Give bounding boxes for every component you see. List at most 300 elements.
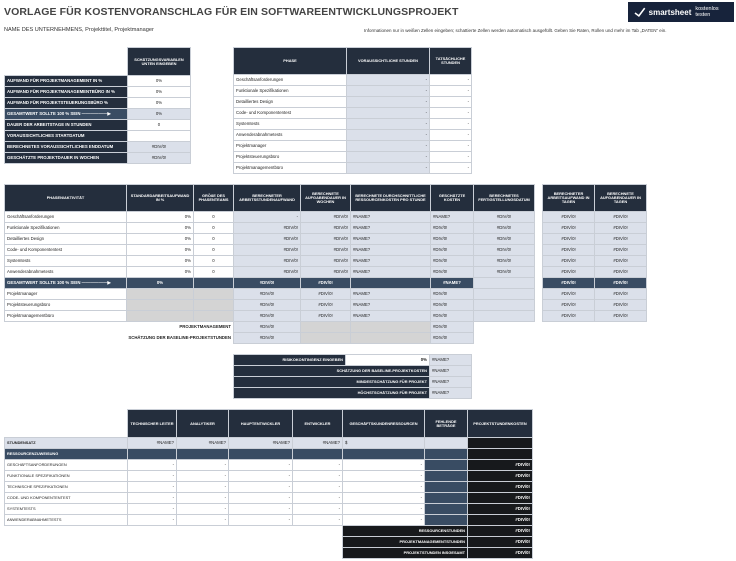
project-management-row	[5, 322, 535, 333]
resource-total-label: RESSOURCENSTUNDEN	[343, 526, 468, 537]
duration-days-cell: #DIV/0!	[595, 256, 647, 267]
resource-hours-input[interactable]: -	[229, 471, 293, 482]
risk-row	[234, 355, 472, 366]
management-cost: #DIV/0!	[431, 311, 474, 322]
resource-total-row	[5, 537, 533, 548]
management-blank	[474, 300, 535, 311]
missing-amounts-header: FEHLENDE BETRÄGE	[425, 410, 468, 438]
project-management-row-blank	[351, 322, 431, 333]
resource-hours-input[interactable]: -	[293, 471, 343, 482]
variable-label: BERECHNETES VORAUSSICHTLICHES ENDDATUM	[5, 142, 128, 153]
expected-hours: -	[347, 130, 430, 141]
resource-total-value: #DIV/0!	[468, 526, 533, 537]
phase-cell: #DIV/0!	[474, 223, 535, 234]
days-table	[542, 184, 647, 322]
project-management-row-label: PROJEKTMANAGEMENT	[5, 322, 234, 333]
risk-row	[234, 366, 472, 377]
variable-input[interactable]: 0	[128, 120, 191, 131]
management-row	[5, 300, 535, 311]
resource-total-value: #DIV/0!	[468, 548, 533, 559]
risk-label: SCHÄTZUNG DER BASELINE-PROJEKTKOSTEN	[234, 366, 430, 377]
avg-resource-cost-header: BERECHNETE DURCHSCHNITTLICHE RESSOURCENKOSTEN PRO STUNDE	[351, 185, 431, 212]
actual-hours-input[interactable]: -	[430, 152, 472, 163]
phase-name: Anwenderabnahmetests	[234, 130, 347, 141]
risk-label: RISIKOKONTINGENZ EINGEBEN	[234, 355, 346, 366]
team-size-header: GRÖßE DES PHASENTEAMS	[194, 185, 234, 212]
days-row	[543, 267, 647, 278]
effort-days-header: BERECHNETER ARBEITSAUFWAND IN TAGEN	[543, 185, 595, 212]
variable-label: GESCHÄTZTE PROJEKTDAUER IN WOCHEN	[5, 153, 128, 164]
project-cost-cell: #DIV/0!	[468, 471, 533, 482]
phase-cell: #DIV/0!	[301, 267, 351, 278]
phase-cell: Systemtests	[5, 256, 127, 267]
risk-label: MINDESTSCHÄTZUNG FÜR PROJEKT	[234, 377, 430, 388]
resource-hours-input[interactable]: -	[343, 460, 425, 471]
management-hours: #DIV/0!	[234, 300, 301, 311]
baseline-hours-row-blank	[474, 333, 535, 344]
management-row	[5, 289, 535, 300]
risk-label: HÖCHSTSCHÄTZUNG FÜR PROJEKT	[234, 388, 430, 399]
phase-cell: #DIV/0!	[474, 245, 535, 256]
resource-hours-input[interactable]: -	[128, 515, 177, 526]
variable-input[interactable]: 0%	[128, 98, 191, 109]
phase-input-cell[interactable]: 0%	[127, 212, 194, 223]
business-resources-header: GESCHÄFTSKUNDENRESSOURCEN	[343, 410, 425, 438]
resource-hours-input[interactable]: -	[229, 493, 293, 504]
resource-row	[5, 460, 533, 471]
missing-amount-cell	[425, 515, 468, 526]
phase-input-cell[interactable]: 0	[194, 245, 234, 256]
variable-row	[5, 109, 191, 120]
resource-hours-input[interactable]: -	[229, 460, 293, 471]
resource-total-label: PROJEKTSTUNDEN INSGESAMT	[343, 548, 468, 559]
effort-total-cost: #NAME?	[431, 278, 474, 289]
project-management-row-cost: #DIV/0!	[431, 322, 474, 333]
actual-hours-input[interactable]: -	[430, 97, 472, 108]
page-title: VORLAGE FÜR KOSTENVORANSCHLAG FÜR EIN SOFTWAREENTWICKLUNGSPROJEKT	[4, 6, 459, 18]
project-management-row-hours: #DIV/0!	[234, 322, 301, 333]
management-blank	[194, 289, 234, 300]
effort-days-cell: #DIV/0!	[543, 311, 595, 322]
effort-total-pct: 0%	[127, 278, 194, 289]
variable-label: AUFWAND FÜR PROJEKTMANAGEMENTBÜRO IN %	[5, 87, 128, 98]
management-blank	[474, 289, 535, 300]
variable-input[interactable]	[128, 131, 191, 142]
phase-cell: #DIV/0!	[431, 245, 474, 256]
company-project-line: NAME DES UNTERNEHMENS, Projekttitel, Projektmanager	[4, 27, 154, 33]
variable-label: VORAUSSICHTLICHES STARTDATUM	[5, 131, 128, 142]
baseline-hours-row-hours: #DIV/0!	[234, 333, 301, 344]
phase-cell: #DIV/0!	[474, 212, 535, 223]
allocation-header-cell	[425, 449, 468, 460]
resource-hours-input[interactable]: -	[128, 482, 177, 493]
project-management-row-blank	[301, 322, 351, 333]
variable-value: #DIV/0!	[128, 142, 191, 153]
phase-cell: Detailliertes Design	[5, 234, 127, 245]
phase-row	[234, 86, 472, 97]
phase-activity-row	[5, 223, 535, 234]
management-row	[5, 311, 535, 322]
resource-hours-input[interactable]: -	[177, 460, 229, 471]
allocation-header-row	[5, 449, 533, 460]
effort-total-weeks: #DIV/0!	[301, 278, 351, 289]
phase-cell: #DIV/0!	[431, 267, 474, 278]
resource-phase-label: SYSTEMTESTS	[5, 504, 128, 515]
management-name: Projektsteuerungsbüro	[5, 300, 127, 311]
resource-row	[5, 482, 533, 493]
duration-days-cell: #DIV/0!	[595, 267, 647, 278]
hourly-rate-value	[425, 438, 468, 449]
management-weeks: #DIV/0!	[301, 311, 351, 322]
expected-hours: -	[347, 86, 430, 97]
actual-hours-input[interactable]: -	[430, 119, 472, 130]
phase-input-cell[interactable]: 0%	[127, 256, 194, 267]
resource-hours-input[interactable]: -	[343, 493, 425, 504]
resource-hours-input[interactable]: -	[343, 515, 425, 526]
resource-hours-input[interactable]: -	[343, 504, 425, 515]
resource-hours-input[interactable]: -	[177, 471, 229, 482]
analyst-header: ANALYTIKER	[177, 410, 229, 438]
actual-hours-input[interactable]: -	[430, 75, 472, 86]
allocation-header-cell	[177, 449, 229, 460]
days-row	[543, 234, 647, 245]
phase-cell: #NAME?	[351, 212, 431, 223]
effort-days-cell: #DIV/0!	[543, 245, 595, 256]
risk-row	[234, 377, 472, 388]
days-row	[543, 278, 647, 289]
days-row	[543, 311, 647, 322]
phase-row	[234, 163, 472, 174]
standard-effort-header: STANDARDARBEITSAUFWAND IN %	[127, 185, 194, 212]
management-hours: #DIV/0!	[234, 289, 301, 300]
technical-lead-header: TECHNISCHER LEITER	[128, 410, 177, 438]
phase-input-cell[interactable]: 0	[194, 256, 234, 267]
duration-days-cell: #DIV/0!	[595, 311, 647, 322]
phase-name: Systemtests	[234, 119, 347, 130]
labor-hours-header: BERECHNETER ARBEITSSTUNDENAUFWAND	[234, 185, 301, 212]
actual-hours-input[interactable]: -	[430, 108, 472, 119]
phase-cell: #DIV/0!	[234, 267, 301, 278]
phase-activity-row	[5, 245, 535, 256]
resource-phase-label: ANWENDERABNAHMETESTS	[5, 515, 128, 526]
effort-days-cell: #DIV/0!	[543, 256, 595, 267]
resource-hours-input[interactable]: -	[293, 482, 343, 493]
resource-hours-input[interactable]: -	[128, 460, 177, 471]
phase-cell: #DIV/0!	[234, 256, 301, 267]
phase-input-cell[interactable]: 0%	[127, 267, 194, 278]
resource-total-value: #DIV/0!	[468, 537, 533, 548]
phase-cell: #DIV/0!	[431, 234, 474, 245]
risk-cost: #NAME?	[430, 377, 472, 388]
phase-input-cell[interactable]: 0%	[127, 234, 194, 245]
phase-cell: Geschäftsanforderungen	[5, 212, 127, 223]
resource-total-blank	[5, 526, 343, 537]
variable-label: GESAMTWERT SOLLTE 100 % SEIN ——————▶	[5, 109, 128, 120]
resource-hours-input[interactable]: -	[128, 504, 177, 515]
actual-hours-input[interactable]: -	[430, 86, 472, 97]
baseline-hours-row-blank	[301, 333, 351, 344]
phase-cell: #NAME?	[351, 256, 431, 267]
phase-activity-row	[5, 212, 535, 223]
resource-header-row	[5, 410, 533, 438]
phase-input-cell[interactable]: 0	[194, 223, 234, 234]
phase-cell: #NAME?	[351, 234, 431, 245]
variable-row	[5, 131, 191, 142]
expected-hours: -	[347, 119, 430, 130]
project-cost-cell: #DIV/0!	[468, 460, 533, 471]
resource-hours-input[interactable]: -	[177, 515, 229, 526]
estimated-cost-header: GESCHÄTZTE KOSTEN	[431, 185, 474, 212]
management-name: Projektmanager	[5, 289, 127, 300]
days-row	[543, 300, 647, 311]
brand-cta: kostenlos testen	[695, 6, 719, 18]
days-row	[543, 256, 647, 267]
resource-total-row	[5, 548, 533, 559]
resource-hours-input[interactable]: -	[343, 471, 425, 482]
resource-total-row	[5, 526, 533, 537]
phase-name: Funktionale Spezifikationen	[234, 86, 347, 97]
phase-name: Detailliertes Design	[234, 97, 347, 108]
effort-total-blank	[474, 278, 535, 289]
phase-name: Projektsteuerungsbüro	[234, 152, 347, 163]
phase-cell: #DIV/0!	[234, 223, 301, 234]
phase-row	[234, 130, 472, 141]
resource-hours-input[interactable]: -	[128, 471, 177, 482]
duration-days-cell: #DIV/0!	[595, 212, 647, 223]
resource-row	[5, 515, 533, 526]
resource-total-label: PROJEKTMANAGEMENTSTUNDEN	[343, 537, 468, 548]
phase-cell: #DIV/0!	[431, 256, 474, 267]
phase-name: Code- und Komponententest	[234, 108, 347, 119]
estimation-variables-table	[4, 47, 191, 164]
expected-hours: -	[347, 108, 430, 119]
variable-row	[5, 76, 191, 87]
variable-row	[5, 87, 191, 98]
management-blank	[474, 311, 535, 322]
duration-days-cell: #DIV/0!	[595, 278, 647, 289]
phase-name: Projektmanagementbüro	[234, 163, 347, 174]
phase-name: Projektmanager	[234, 141, 347, 152]
management-name: Projektmanagementbüro	[5, 311, 127, 322]
phase-cell: #DIV/0!	[474, 256, 535, 267]
expected-hours: -	[347, 141, 430, 152]
phase-header: PHASE	[234, 48, 347, 75]
phase-cell: Code- und Komponententest	[5, 245, 127, 256]
duration-days-cell: #DIV/0!	[595, 300, 647, 311]
effort-total-blank	[351, 278, 431, 289]
phase-row	[234, 152, 472, 163]
phase-cell: Anwenderabnahmetests	[5, 267, 127, 278]
variable-row	[5, 153, 191, 164]
allocation-header-cell	[293, 449, 343, 460]
resource-total-blank	[5, 537, 343, 548]
days-row	[543, 223, 647, 234]
expected-hours: -	[347, 152, 430, 163]
phase-hours-table	[233, 47, 472, 174]
days-row	[543, 289, 647, 300]
effort-total-hours: #DIV/0!	[234, 278, 301, 289]
phase-activity-row	[5, 256, 535, 267]
phase-cell: #DIV/0!	[431, 223, 474, 234]
resource-hours-input[interactable]: -	[177, 504, 229, 515]
resource-hours-input[interactable]: -	[229, 482, 293, 493]
effort-total-label: GESAMTWERT SOLLTE 100 % SEIN ——————▶	[5, 278, 127, 289]
resource-phase-label: GESCHÄFTSANFORDERUNGEN	[5, 460, 128, 471]
phase-cell: #NAME?	[351, 245, 431, 256]
days-row	[543, 212, 647, 223]
missing-amount-cell	[425, 504, 468, 515]
effort-days-cell: #DIV/0!	[543, 300, 595, 311]
variable-row	[5, 98, 191, 109]
project-hour-cost-header: PROJEKTSTUNDENKOSTEN	[468, 410, 533, 438]
variable-row	[5, 142, 191, 153]
management-hours: #DIV/0!	[234, 311, 301, 322]
phase-input-cell[interactable]: 0%	[127, 245, 194, 256]
resource-hours-input[interactable]: -	[177, 493, 229, 504]
smartsheet-logo-icon	[634, 6, 646, 18]
actual-hours-input[interactable]: -	[430, 141, 472, 152]
management-cost: #DIV/0!	[431, 289, 474, 300]
hourly-rate-value: #NAME?	[229, 438, 293, 449]
phase-cell: #DIV/0!	[234, 234, 301, 245]
resource-total-blank	[5, 548, 343, 559]
phase-input-cell[interactable]: 0%	[127, 223, 194, 234]
phase-row	[234, 108, 472, 119]
resource-hours-input[interactable]: -	[229, 504, 293, 515]
variables-header: SCHÄTZUNGSVARIABLEN UNTEN EINGEBEN	[128, 48, 191, 76]
phase-cell: #DIV/0!	[301, 245, 351, 256]
phase-row	[234, 119, 472, 130]
phase-calculation-table	[4, 184, 535, 344]
hourly-rate-value	[468, 438, 533, 449]
project-cost-cell: #DIV/0!	[468, 515, 533, 526]
resource-hours-input[interactable]: -	[128, 493, 177, 504]
phase-row	[234, 97, 472, 108]
variable-row	[5, 120, 191, 131]
effort-days-cell: #DIV/0!	[543, 212, 595, 223]
effort-days-cell: #DIV/0!	[543, 289, 595, 300]
resource-row	[5, 504, 533, 515]
actual-hours-input[interactable]: -	[430, 163, 472, 174]
duration-weeks-header: BERECHNETE AUFGABENDAUER IN WOCHEN	[301, 185, 351, 212]
duration-days-cell: #DIV/0!	[595, 289, 647, 300]
phase-name: Geschäftsanforderungen	[234, 75, 347, 86]
phase-row	[234, 141, 472, 152]
hourly-rate-value: #NAME?	[293, 438, 343, 449]
management-rate: #NAME?	[351, 311, 431, 322]
effort-total-blank	[194, 278, 234, 289]
management-weeks: #DIV/0!	[301, 289, 351, 300]
phase-input-cell[interactable]: 0	[194, 212, 234, 223]
smartsheet-cta-button[interactable]	[628, 2, 734, 22]
project-cost-cell: #DIV/0!	[468, 482, 533, 493]
variable-input[interactable]: 0%	[128, 87, 191, 98]
phase-cell: #DIV/0!	[301, 256, 351, 267]
project-cost-cell: #DIV/0!	[468, 504, 533, 515]
resource-header-blank	[5, 410, 128, 438]
phase-cell: #DIV/0!	[301, 234, 351, 245]
baseline-hours-row-label: SCHÄTZUNG DER BASELINE-PROJEKTSTUNDEN	[5, 333, 234, 344]
risk-contingency-input[interactable]: 0%	[346, 355, 430, 366]
resource-hours-input[interactable]: -	[293, 493, 343, 504]
resource-hours-input[interactable]: -	[229, 515, 293, 526]
risk-cost: #NAME?	[430, 355, 472, 366]
phase-cell: #DIV/0!	[301, 212, 351, 223]
risk-contingency-table	[233, 354, 472, 399]
allocation-header-cell	[229, 449, 293, 460]
phase-cell: Funktionale Spezifikationen	[5, 223, 127, 234]
effort-days-cell: #DIV/0!	[543, 223, 595, 234]
actual-hours-header: TATSÄCHLICHE STUNDEN	[430, 48, 472, 75]
variable-label: DAUER DER ARBEITSTAGE IN STUNDEN	[5, 120, 128, 131]
phase-activity-row	[5, 234, 535, 245]
resource-phase-label: TECHNISCHE SPEZIFIKATIONEN	[5, 482, 128, 493]
expected-hours: -	[347, 163, 430, 174]
risk-cost: #NAME?	[430, 366, 472, 377]
resource-hours-input[interactable]: -	[293, 504, 343, 515]
effort-total-row	[5, 278, 535, 289]
actual-hours-input[interactable]: -	[430, 130, 472, 141]
missing-amount-cell	[425, 482, 468, 493]
resource-hours-input[interactable]: -	[293, 515, 343, 526]
hourly-rate-row	[5, 438, 533, 449]
hourly-rate-value: $	[343, 438, 425, 449]
resource-hours-input[interactable]: -	[343, 482, 425, 493]
duration-days-cell: #DIV/0!	[595, 245, 647, 256]
baseline-hours-row-cost: #DIV/0!	[431, 333, 474, 344]
phase-row	[234, 75, 472, 86]
phase-cell: #DIV/0!	[301, 223, 351, 234]
instruction-text: Informationen nur in weißen Zellen eingeben; schattierte Zellen werden automatisch ausgefüllt. Geben Sie Raten, Rollen und mehr im Tab „DATEN“ ein.	[364, 28, 667, 33]
resource-phase-label: CODE- UND KOMPONENTENTEST	[5, 493, 128, 504]
resource-phase-label: FUNKTIONALE SPEZIFIKATIONEN	[5, 471, 128, 482]
phase-cell: -	[234, 212, 301, 223]
duration-days-header: BERECHNETE AUFGABENDAUER IN TAGEN	[595, 185, 647, 212]
resource-hours-input[interactable]: -	[293, 460, 343, 471]
management-blank	[127, 289, 194, 300]
management-blank	[127, 311, 194, 322]
resource-row	[5, 471, 533, 482]
hourly-rate-value: #NAME?	[128, 438, 177, 449]
phase-cell: #NAME?	[351, 267, 431, 278]
duration-days-cell: #DIV/0!	[595, 223, 647, 234]
missing-amount-cell	[425, 460, 468, 471]
variable-value: 0%	[128, 109, 191, 120]
resource-row	[5, 493, 533, 504]
resource-hours-input[interactable]: -	[177, 482, 229, 493]
expected-hours: -	[347, 97, 430, 108]
baseline-hours-row	[5, 333, 535, 344]
hourly-rate-label: STUNDENSATZ	[5, 438, 128, 449]
phase-activity-row	[5, 267, 535, 278]
completion-date-header: BERECHNETES FERTIGSTELLUNGSDATUM	[474, 185, 535, 212]
lead-developer-header: HAUPTENTWICKLER	[229, 410, 293, 438]
variable-label: AUFWAND FÜR PROJEKTSTEUERUNGSBÜRO %	[5, 98, 128, 109]
phase-input-cell[interactable]: 0	[194, 234, 234, 245]
phase-activity-header: PHASEN/AKTIVITÄT	[5, 185, 127, 212]
days-row	[543, 245, 647, 256]
variable-input[interactable]: 0%	[128, 76, 191, 87]
phase-cell: #NAME?	[431, 212, 474, 223]
project-cost-cell: #DIV/0!	[468, 493, 533, 504]
phase-input-cell[interactable]: 0	[194, 267, 234, 278]
hourly-rate-value: #NAME?	[177, 438, 229, 449]
phase-cell: #DIV/0!	[234, 245, 301, 256]
phase-cell: #DIV/0!	[474, 267, 535, 278]
management-cost: #DIV/0!	[431, 300, 474, 311]
management-rate: #NAME?	[351, 300, 431, 311]
management-blank	[127, 300, 194, 311]
